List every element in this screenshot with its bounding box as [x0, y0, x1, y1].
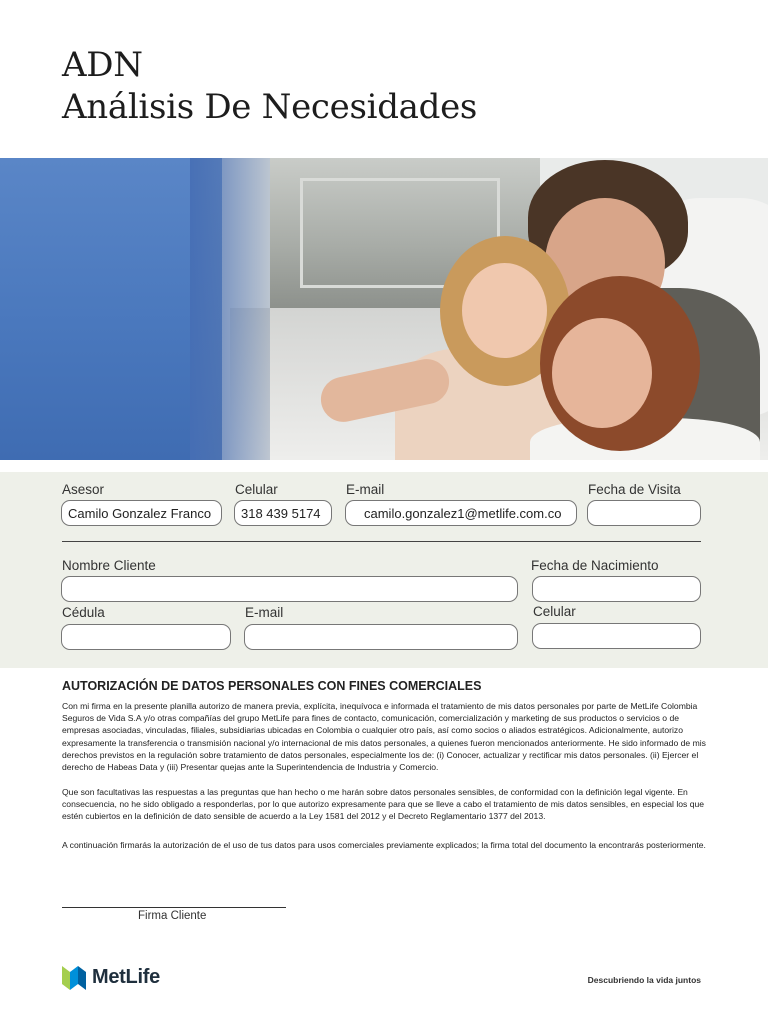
form-divider	[62, 541, 701, 542]
advisor-celular-label: Celular	[235, 482, 278, 497]
asesor-field[interactable]: Camilo Gonzalez Franco	[61, 500, 222, 526]
fecha-nacimiento-field[interactable]	[532, 576, 701, 602]
cedula-label: Cédula	[62, 605, 105, 620]
advisor-celular-field[interactable]: 318 439 5174	[234, 500, 332, 526]
fecha-nacimiento-label: Fecha de Nacimiento	[531, 558, 659, 573]
authorization-paragraph-3: A continuación firmarás la autorización de el uso de tus datos para usos comerciales previamente explicados; la firma total del documento la encontrarás posteriormente.	[62, 840, 706, 850]
authorization-paragraph-2: Que son facultativas las respuestas a las preguntas que han hecho o me harán sobre datos personales sensibles, de conformidad con la definición legal vigente. En consecuencia, no he sido obligado a responderlas, por lo que autorizo expresamente para que se lleve a cabo el tratamiento de mis datos sensibles, en especial los que estén cubiertos en la definición de dato sensible de acuerdo a la Ley 1581 del 2012 y el Decreto Reglamentario 1377 del 2013.	[62, 787, 705, 822]
signature-line[interactable]	[62, 907, 286, 908]
hero-family-photo	[0, 158, 768, 460]
page-title-line1: ADN	[62, 45, 143, 85]
cedula-field[interactable]	[61, 624, 231, 650]
authorization-paragraph-1: Con mi firma en la presente planilla autorizo de manera previa, explícita, inequívoca e informada el tratamiento de mis datos personales por parte de MetLife Colombia Seguros de Vida S.A y/o otras compañías del grupo MetLife para fines de contacto, comunicación, comercialización y marketing de sus productos o servicios o de empresas asociadas, vinculadas, filiales, subsidiarias ubicadas en Colombia o cualquier otro país, así como socios o aliados estratégicos. Adicionalmente, autorizo expresamente la transferencia o transmisión nacional y/o internacional de mis datos personales, a quienes fueron mencionados anteriormente. He sido informado de mis derechos previstos en la regulación sobre tratamiento de datos personales, especialmente los de: (i) Conocer, actualizar y rectificar mis datos personales. (ii) Ejercer el derecho de Habeas Data y (iii) Presentar quejas ante la Superintendencia de Industria y Comercio.	[62, 701, 706, 773]
metlife-logo-icon	[62, 964, 86, 990]
client-celular-field[interactable]	[532, 623, 701, 649]
metlife-logo-text: MetLife	[92, 965, 160, 988]
asesor-label: Asesor	[62, 482, 105, 497]
signature-label: Firma Cliente	[138, 910, 207, 922]
nombre-cliente-label: Nombre Cliente	[62, 558, 156, 573]
client-email-field[interactable]	[244, 624, 518, 650]
fecha-visita-label: Fecha de Visita	[588, 482, 681, 497]
fecha-visita-field[interactable]	[587, 500, 701, 526]
nombre-cliente-field[interactable]	[61, 576, 518, 602]
advisor-email-label: E-mail	[346, 482, 385, 497]
client-email-label: E-mail	[245, 605, 284, 620]
metlife-logo	[62, 964, 160, 990]
advisor-email-field[interactable]: camilo.gonzalez1@metlife.com.co	[345, 500, 577, 526]
footer-tagline: Descubriendo la vida juntos	[587, 975, 701, 985]
page-title	[62, 44, 477, 128]
client-celular-label: Celular	[533, 604, 576, 619]
authorization-title: AUTORIZACIÓN DE DATOS PERSONALES CON FINES COMERCIALES	[62, 679, 482, 693]
page-title-line2: Análisis De Necesidades	[62, 87, 478, 127]
